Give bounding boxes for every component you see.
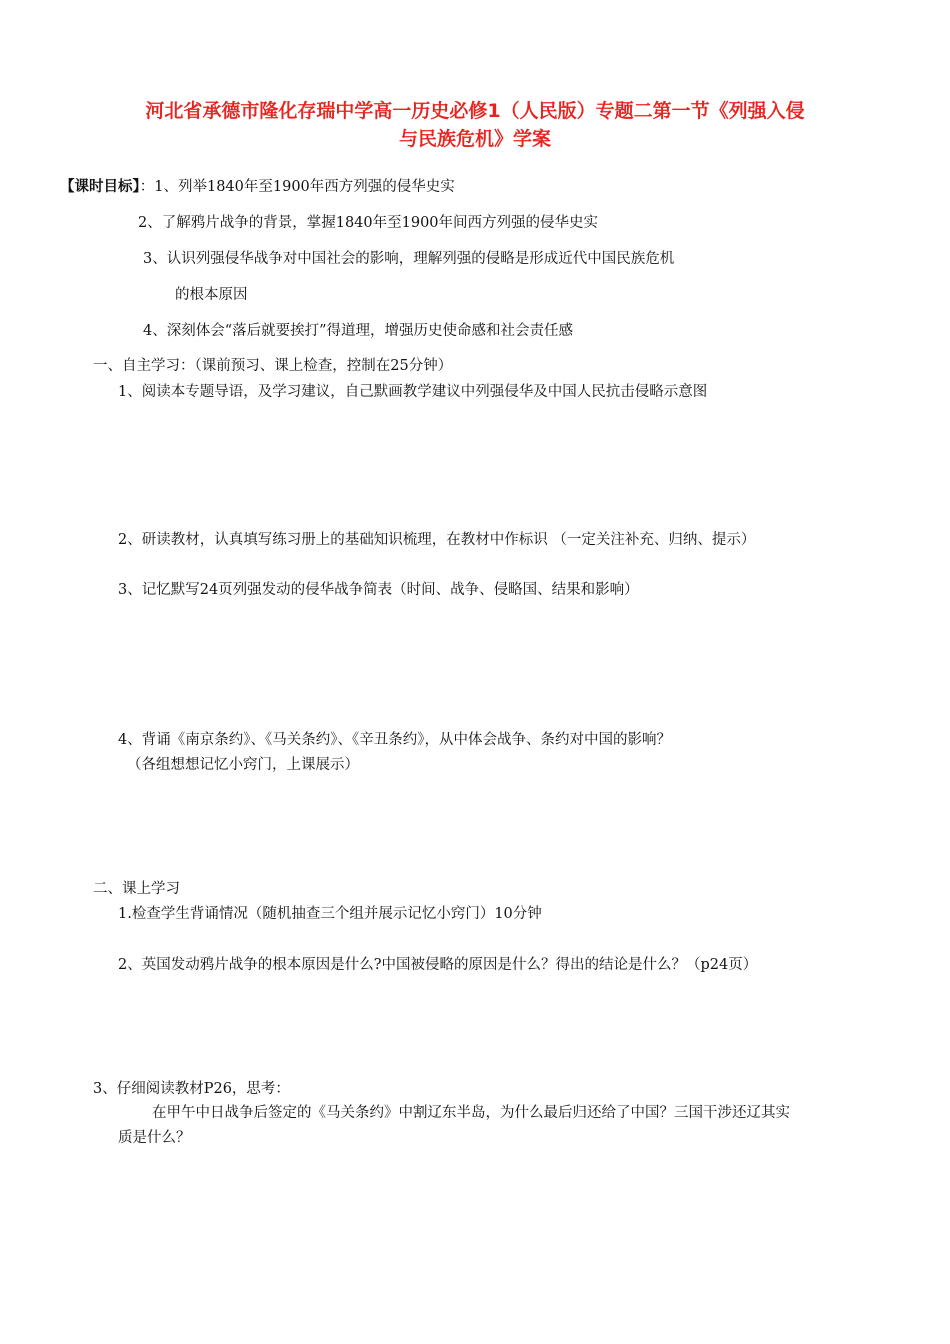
objectives-label: 【课时目标】 — [60, 178, 140, 195]
document-title-line-1: 河北省承德市隆化存瑞中学高一历史必修1（人民版）专题二第一节《列强入侵 — [145, 100, 805, 122]
section-1-heading: 一、自主学习：（课前预习、课上检查，控制在25分钟） — [93, 358, 453, 374]
section-1-item-4-line-1: 4、背诵《南京条约》、《马关条约》、《辛丑条约》，从中体会战争、条约对中国的影响？ — [118, 732, 671, 748]
section-2-item-3-text-line-1: 在甲午中日战争后签定的《马关条约》中割辽东半岛，为什么最后归还给了中国？三国干涉还辽其实 — [152, 1105, 790, 1121]
objective-2: 2、了解鸦片战争的背景，掌握1840年至1900年间西方列强的侵华史实 — [138, 215, 599, 231]
section-2-item-3-text-line-2: 质是什么？ — [118, 1130, 191, 1146]
section-2-item-2: 2、英国发动鸦片战争的根本原因是什么?中国被侵略的原因是什么？得出的结论是什么？（p24页） — [118, 957, 758, 973]
section-1-item-1: 1、阅读本专题导语，及学习建议，自己默画教学建议中列强侵华及中国人民抗击侵略示意图 — [118, 384, 708, 400]
section-2-item-1: 1.检查学生背诵情况（随机抽查三个组并展示记忆小窍门）10分钟 — [118, 906, 542, 922]
objective-4: 4、深刻体会“落后就要挨打”得道理，增强历史使命感和社会责任感 — [143, 323, 574, 339]
section-2-item-3-heading: 3、仔细阅读教材P26，思考： — [93, 1081, 290, 1097]
section-1-item-2: 2、研读教材，认真填写练习册上的基础知识梳理，在教材中作标识 （一定关注补充、归纳、提示） — [118, 532, 756, 548]
objective-3-line-1: 3、认识列强侵华战争对中国社会的影响，理解列强的侵略是形成近代中国民族危机 — [143, 251, 675, 267]
section-2-heading: 二、课上学习 — [93, 881, 180, 897]
section-1-item-3: 3、记忆默写24页列强发动的侵华战争简表（时间、战争、侵略国、结果和影响） — [118, 582, 639, 598]
objective-3-line-2: 的根本原因 — [175, 287, 248, 303]
section-1-item-4-line-2: （各组想想记忆小窍门，上课展示） — [127, 757, 359, 773]
objective-1 — [60, 177, 455, 197]
document-title-line-2: 与民族危机》学案 — [398, 128, 551, 150]
objective-1-text: ：1、列举1840年至1900年西方列强的侵华史实 — [139, 179, 455, 195]
